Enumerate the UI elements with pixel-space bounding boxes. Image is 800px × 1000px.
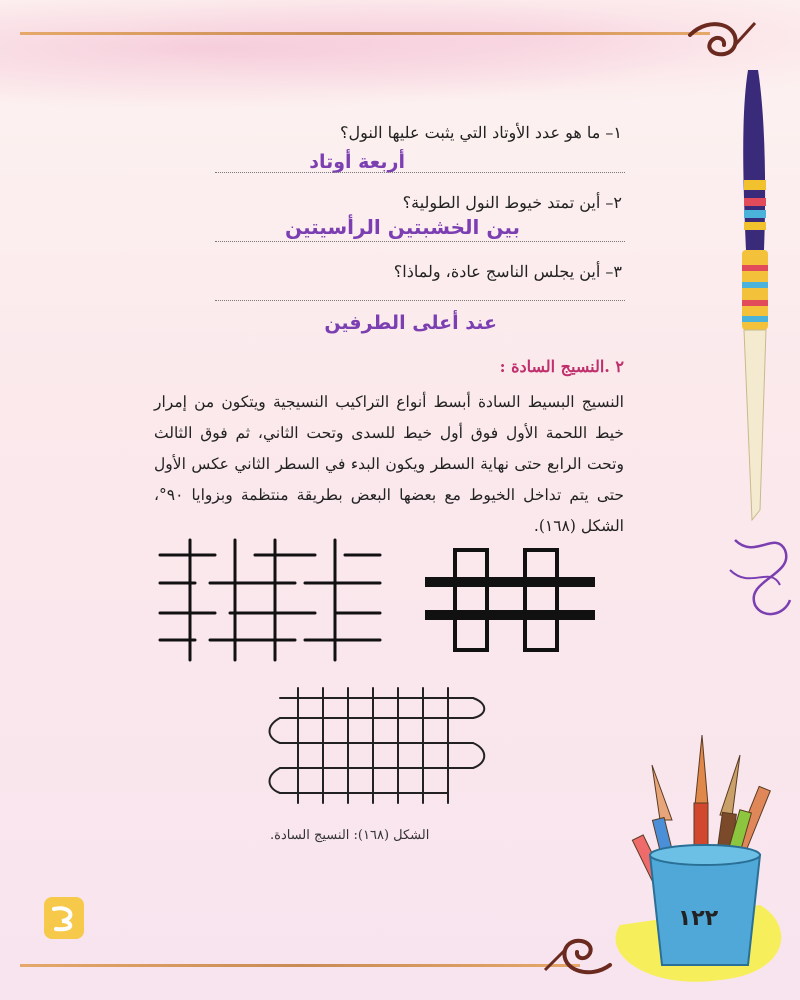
answer-2: بين الخشبتين الرأسيتين xyxy=(284,215,520,239)
answer-line-1 xyxy=(215,172,625,173)
publisher-logo-icon xyxy=(42,895,86,941)
answer-line-2 xyxy=(215,241,625,242)
question-1: ١– ما هو عدد الأوتاد التي يثبت عليها النول؟ xyxy=(339,123,622,142)
question-3: ٣– أين يجلس الناسج عادة، ولماذا؟ xyxy=(393,262,622,281)
figure-caption: الشكل (١٦٨): النسيج السادة. xyxy=(270,828,430,843)
weave-diagram-loops xyxy=(268,683,488,808)
weave-diagram-thick xyxy=(425,545,595,655)
answer-line-3 xyxy=(215,300,625,301)
pencil-cup-icon xyxy=(590,725,800,995)
purple-swirl-icon xyxy=(725,520,800,630)
section-paragraph: النسيج البسيط السادة أبسط أنواع التراكيب النسيجية ويتكون من إمرار خيط اللحمة الأول فوق أول خيط للسدى وتحت الثاني، ثم فوق الثالث وتحت الرابع حتى نهاية السطر ويكون البدء في السطر الثاني عكس الأول حتى يتم تداخل الخيوط مع بعضها البعض بطريقة منتظمة وبزوايا ٩٠°، الشكل (١٦٨). xyxy=(154,393,624,535)
answer-3: عند أعلى الطرفين xyxy=(324,312,497,334)
question-2: ٢– أين تمتد خيوط النول الطولية؟ xyxy=(402,193,622,212)
answer-1: أربعة أوتاد xyxy=(309,151,405,173)
weave-diagram-thin xyxy=(155,535,390,665)
top-border-line xyxy=(20,32,710,35)
section-heading: ٢ .النسيج السادة : xyxy=(499,357,624,376)
page-number: ١٢٢ xyxy=(677,906,719,931)
bottom-border-line xyxy=(20,964,580,967)
paint-brush-icon xyxy=(730,60,780,540)
